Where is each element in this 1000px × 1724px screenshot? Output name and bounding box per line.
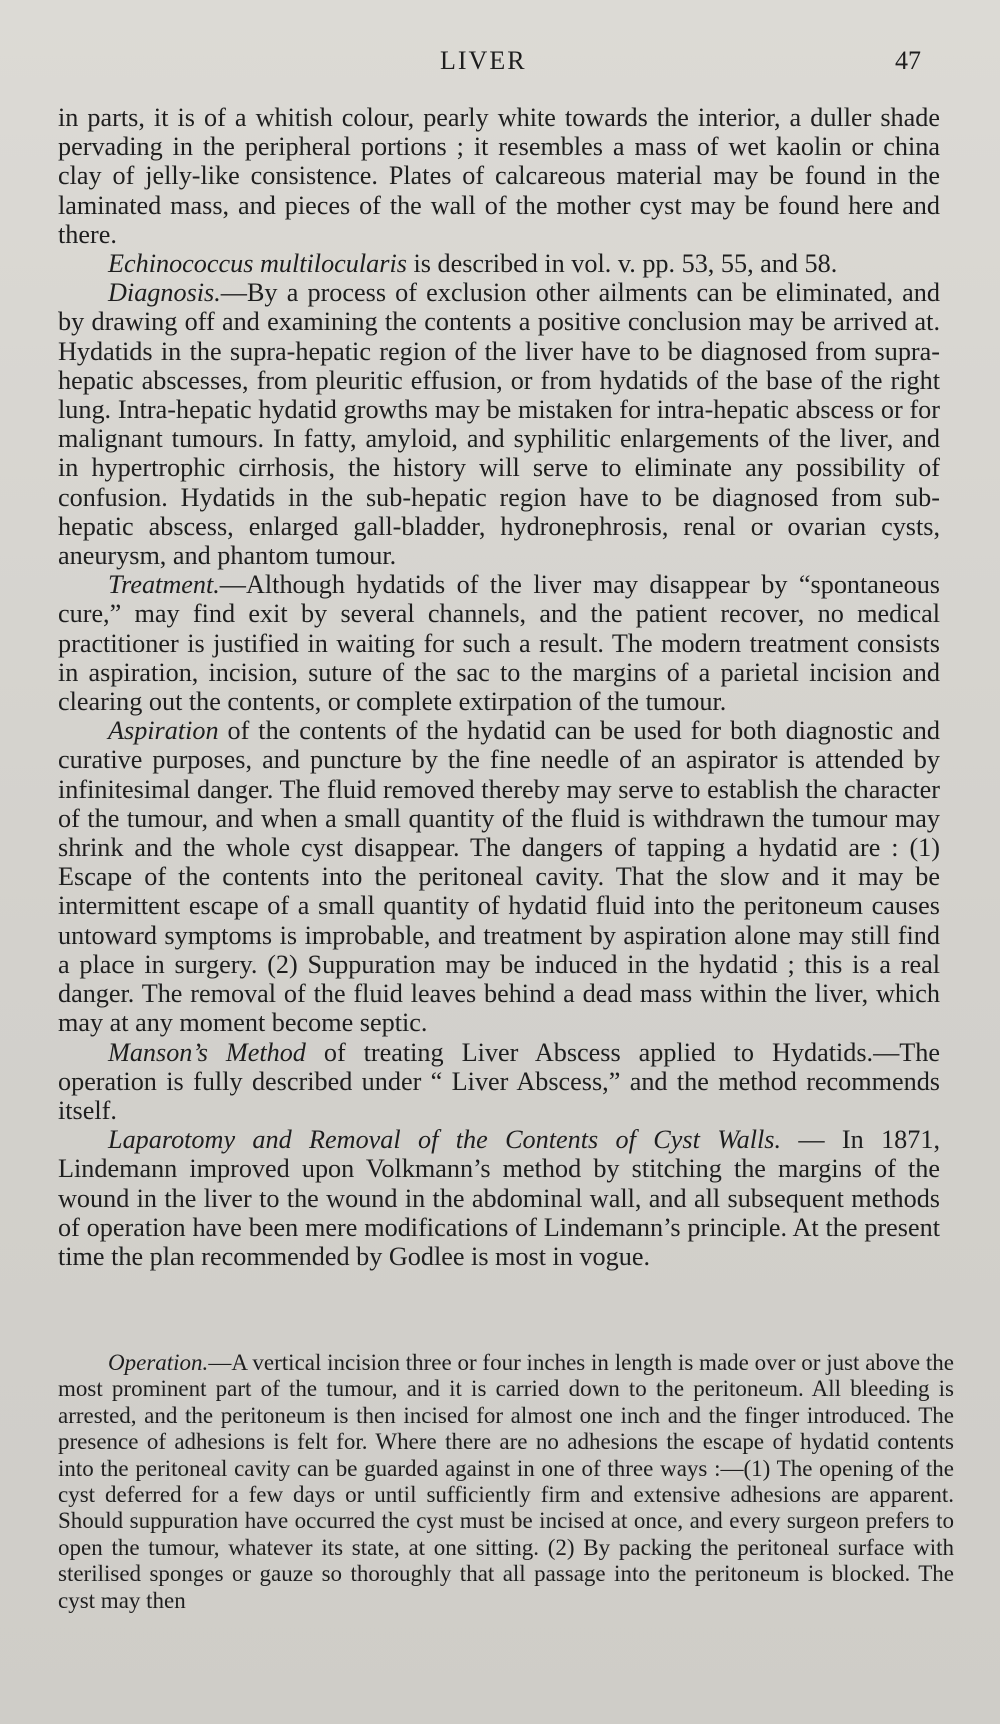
paragraph-mansons-method [58,1038,940,1126]
running-title: LIVER [440,46,527,75]
main-text [58,103,940,1271]
paragraph-lead: Echinococcus multilocularis [108,249,407,279]
paragraph-lead: Operation. [108,1350,209,1375]
paragraph-lead: Laparotomy and Removal of the Contents of Cyst Walls. [108,1125,781,1155]
paragraph-lead: Treatment. [108,570,220,600]
paragraph-text: in parts, it is of a whitish colour, pearly white towards the interior, a duller shade pervading in the peripheral portions ; it resembles a mass of wet kaolin or china clay of jelly-like consistence. Plates of calcareous material may be found in the laminated mass, and pieces of the wall of the mother cyst may be found here and there. [58,103,940,249]
running-head [0,40,1000,80]
paragraph-operation [58,1350,954,1614]
small-print-section [58,1350,954,1614]
paragraph-lead: Manson’s Method [108,1037,306,1067]
paragraph-lead: Diagnosis. [108,278,221,308]
paragraph-echinococcus [58,249,940,278]
paragraph-text: is described in vol. v. pp. 53, 55, and 58. [406,249,838,279]
paragraph-continuation [58,103,940,249]
page-number: 47 [895,46,921,75]
paragraph-text: of treating Liver Abscess applied to Hydatids.—The operation is fully described under “ Liver Abscess,” and the method recommends itself. [58,1037,940,1125]
paragraph-text: of the contents of the hydatid can be used for both diagnostic and curative purposes, and puncture by the fine needle of an aspirator is attended by infinitesimal danger. The fluid removed thereby may serve to establish the character of the tumour, and when a small quantity of the fluid is withdrawn the tumour may shrink and the whole cyst disappear. The dangers of tapping a hydatid are : (1) Escape of the contents into the peritoneal cavity. That the slow and it may be intermittent escape of a small quantity of hydatid fluid into the peritoneum causes untoward symptoms is improbable, and treatment by aspiration alone may still find a place in surgery. (2) Suppuration may be induced in the hydatid ; this is a real danger. The removal of the fluid leaves behind a dead mass within the liver, which may at any moment become septic. [58,716,940,1038]
paragraph-lead: Aspiration [108,716,219,746]
paragraph-laparotomy [58,1125,940,1271]
paragraph-text: —Although hydatids of the liver may disappear by “spontaneous cure,” may find exit by several channels, and the patient recover, no medical practitioner is justified in waiting for such a result. The modern treatment consists in aspiration, incision, suture of the sac to the margins of a parietal incision and clearing out the contents, or complete extirpation of the tumour. [58,570,940,717]
paragraph-aspiration [58,716,940,1037]
paragraph-text: —By a process of exclusion other ailments can be eliminated, and by drawing off and examining the contents a positive conclusion may be arrived at. Hydatids in the supra-hepatic region of the liver have to be diagnosed from supra-hepatic abscesses, from pleuritic effusion, or from hydatids of the base of the right lung. Intra-hepatic hydatid growths may be mistaken for intra-hepatic abscess or for malignant tumours. In fatty, amyloid, and syphilitic enlargements of the liver, and in hypertrophic cirrhosis, the history will serve to eliminate any possibility of confusion. Hydatids in the sub-hepatic region have to be diagnosed from sub-hepatic abscess, enlarged gall-bladder, hydronephrosis, renal or ovarian cysts, aneurysm, and phantom tumour. [58,278,940,571]
paragraph-text: — In 1871, Lindemann improved upon Volkmann’s method by stitching the margins of the wound in the liver to the wound in the abdominal wall, and all subsequent methods of operation have been mere modifications of Lindemann’s principle. At the present time the plan recommended by Godlee is most in vogue. [58,1125,940,1271]
paragraph-treatment [58,570,940,716]
paragraph-text: —A vertical incision three or four inches in length is made over or just above the most prominent part of the tumour, and it is carried down to the peritoneum. All bleeding is arrested, and the peritoneum is then incised for almost one inch and the finger introduced. The presence of adhesions is felt for. Where there are no adhesions the escape of hydatid contents into the peritoneal cavity can be guarded against in one of three ways :—(1) The opening of the cyst deferred for a few days or until sufficiently firm and extensive adhesions are apparent. Should suppuration have occurred the cyst must be incised at once, and every surgeon prefers to open the tumour, whatever its state, at one sitting. (2) By packing the peritoneal surface with sterilised sponges or gauze so thoroughly that all passage into the peritoneum is blocked. The cyst may then [58,1350,954,1613]
paragraph-diagnosis [58,278,940,570]
